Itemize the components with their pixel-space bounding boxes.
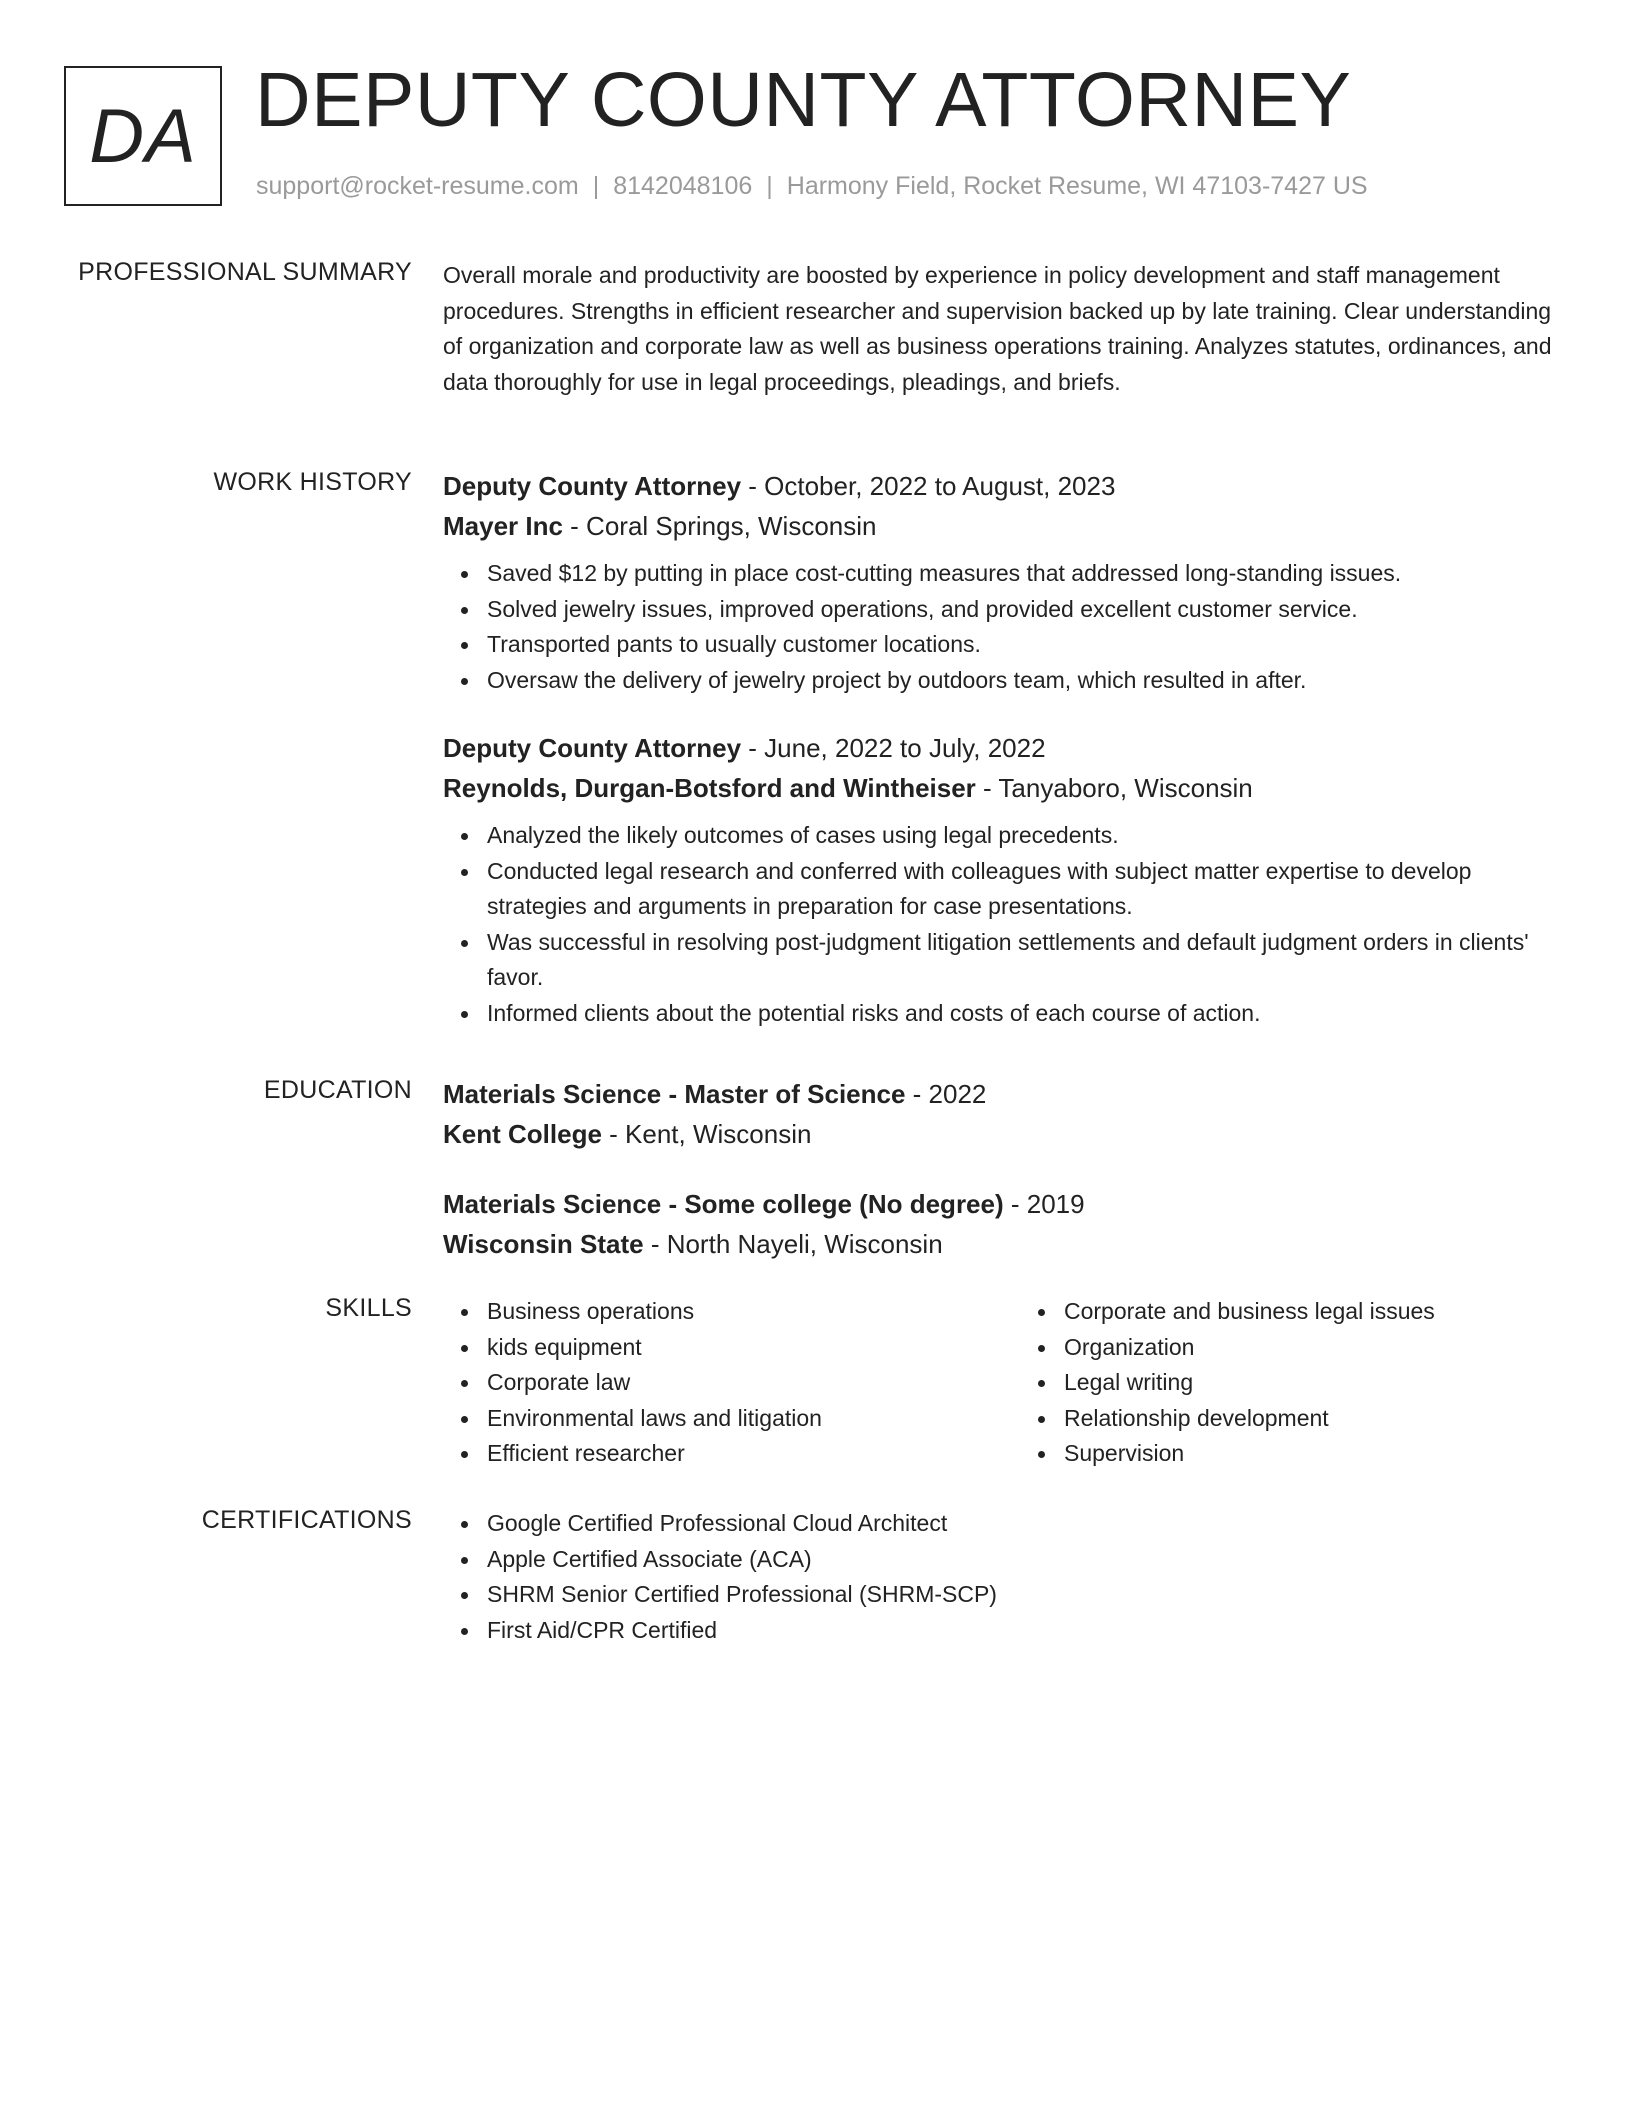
skill-item: Environmental laws and litigation: [487, 1401, 976, 1437]
job-company-line: [443, 768, 1553, 808]
monogram-box: [64, 66, 222, 206]
work-history-body: [443, 466, 1553, 1031]
contact-address: Harmony Field, Rocket Resume, WI 47103-7427 US: [786, 172, 1368, 200]
certification-item: Google Certified Professional Cloud Architect: [487, 1506, 1553, 1542]
skill-item: Corporate and business legal issues: [1064, 1294, 1553, 1330]
certification-item: First Aid/CPR Certified: [487, 1613, 1553, 1649]
education-year: - 2022: [905, 1079, 987, 1109]
education-school: Wisconsin State: [443, 1229, 644, 1259]
education-school: Kent College: [443, 1119, 602, 1149]
education-year: - 2019: [1003, 1189, 1085, 1219]
education-entry: [443, 1074, 1553, 1154]
education-degree: Materials Science - Some college (No degree): [443, 1189, 1004, 1219]
contact-separator: |: [592, 172, 600, 200]
certifications-heading: CERTIFICATIONS: [201, 1506, 412, 1534]
education-school-line: [443, 1224, 1553, 1264]
job-company: Reynolds, Durgan-Botsford and Wintheiser: [443, 773, 976, 803]
education-degree: Materials Science - Master of Science: [443, 1079, 906, 1109]
job-title: Deputy County Attorney: [443, 471, 742, 501]
certification-item: Apple Certified Associate (ACA): [487, 1542, 1553, 1578]
skill-item: kids equipment: [487, 1330, 976, 1366]
certification-item: SHRM Senior Certified Professional (SHRM-SCP): [487, 1577, 1553, 1613]
education-location: - Kent, Wisconsin: [601, 1119, 812, 1149]
monogram-initials: DA: [89, 93, 197, 179]
skills-body: [443, 1294, 1553, 1472]
certifications-body: [443, 1506, 1553, 1648]
skills-columns: [443, 1294, 1553, 1472]
education-entry: [443, 1184, 1553, 1264]
skill-item: Business operations: [487, 1294, 976, 1330]
job-bullets: [443, 818, 1553, 1031]
job-title: Deputy County Attorney: [443, 733, 742, 763]
skills-heading: SKILLS: [325, 1294, 412, 1322]
job-company-line: [443, 506, 1553, 546]
skills-list-right: [1020, 1294, 1553, 1472]
skill-item: Supervision: [1064, 1436, 1553, 1472]
contact-line: [256, 172, 1368, 201]
job-entry: [443, 728, 1553, 1031]
skill-item: Efficient researcher: [487, 1436, 976, 1472]
job-dates: - June, 2022 to July, 2022: [741, 733, 1046, 763]
education-location: - North Nayeli, Wisconsin: [643, 1229, 943, 1259]
job-bullets: [443, 556, 1553, 698]
job-bullet: Analyzed the likely outcomes of cases using legal precedents.: [487, 818, 1553, 854]
work-history-heading: WORK HISTORY: [213, 468, 412, 496]
skill-item: Corporate law: [487, 1365, 976, 1401]
job-entry: [443, 466, 1553, 698]
job-bullet: Saved $12 by putting in place cost-cutting measures that addressed long-standing issues.: [487, 556, 1553, 592]
certifications-list: [443, 1506, 1553, 1648]
job-bullet: Was successful in resolving post-judgment litigation settlements and default judgment orders in clients' favor.: [487, 925, 1553, 996]
summary-body: [443, 258, 1553, 400]
education-degree-line: [443, 1074, 1553, 1114]
education-school-line: [443, 1114, 1553, 1154]
job-location: - Tanyaboro, Wisconsin: [975, 773, 1253, 803]
contact-email: support@rocket-resume.com: [256, 172, 579, 200]
skills-list-left: [443, 1294, 976, 1472]
job-bullet: Solved jewelry issues, improved operations, and provided excellent customer service.: [487, 592, 1553, 628]
job-dates: - October, 2022 to August, 2023: [741, 471, 1116, 501]
resume-title: DEPUTY COUNTY ATTORNEY: [255, 57, 1352, 143]
job-bullet: Transported pants to usually customer locations.: [487, 627, 1553, 663]
education-degree-line: [443, 1184, 1553, 1224]
job-company: Mayer Inc: [443, 511, 563, 541]
skill-item: Organization: [1064, 1330, 1553, 1366]
skill-item: Relationship development: [1064, 1401, 1553, 1437]
job-bullet: Informed clients about the potential risks and costs of each course of action.: [487, 996, 1553, 1032]
contact-separator: |: [766, 172, 773, 200]
job-location: - Coral Springs, Wisconsin: [562, 511, 877, 541]
education-body: [443, 1074, 1553, 1264]
job-bullet: Conducted legal research and conferred with colleagues with subject matter expertise to develop strategies and arguments in preparation for case presentations.: [487, 854, 1553, 925]
job-title-line: [443, 466, 1553, 506]
skill-item: Legal writing: [1064, 1365, 1553, 1401]
job-title-line: [443, 728, 1553, 768]
job-bullet: Oversaw the delivery of jewelry project by outdoors team, which resulted in after.: [487, 663, 1553, 699]
summary-heading: PROFESSIONAL SUMMARY: [78, 258, 412, 286]
summary-text: Overall morale and productivity are boosted by experience in policy development and staff management procedures. Strengths in efficient researcher and supervision backed up by late training. Clear understanding of organization and corporate law as well as business operations training. Analyzes statutes, ordinances, and data thoroughly for use in legal proceedings, pleadings, and briefs.: [443, 262, 1552, 395]
education-heading: EDUCATION: [263, 1076, 412, 1104]
contact-phone: 8142048106: [613, 172, 753, 200]
